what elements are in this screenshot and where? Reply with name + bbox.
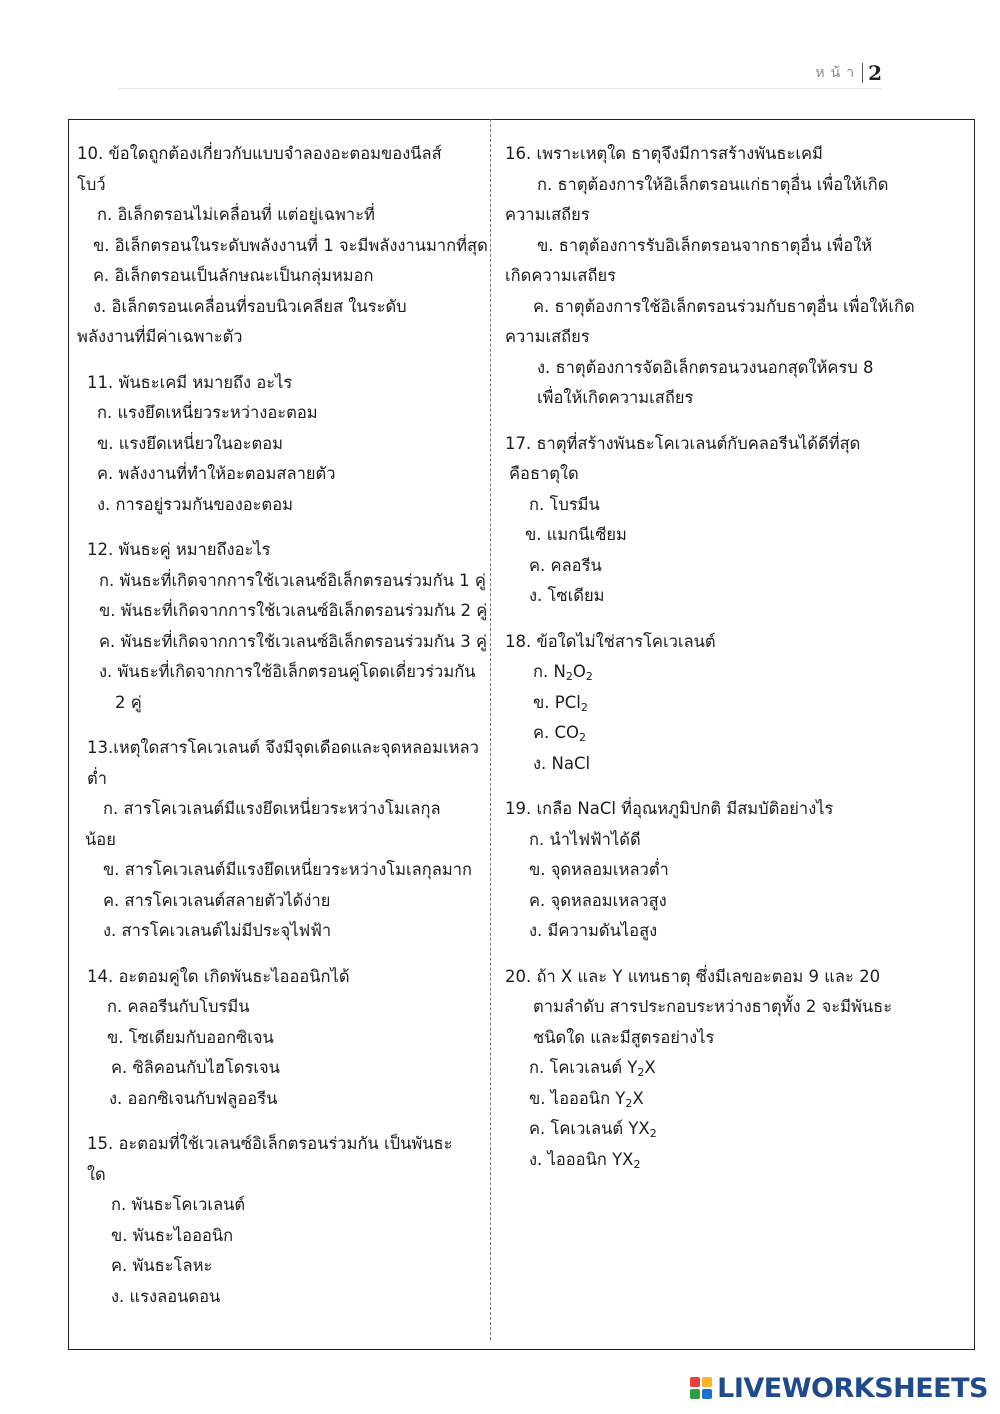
question-line: เกิดความเสถียร <box>505 266 617 285</box>
question-line: ค. ซิลิคอนกับไฮโดรเจน <box>111 1058 280 1077</box>
question-line: ง. พันธะที่เกิดจากการใช้อิเล็กตรอนคู่โดดเดี่ยวร่วมกัน <box>99 662 476 681</box>
question-text: 17. ธาตุที่สร้างพันธะโคเวเลนต์กับคลอรีนได้ดีที่สุด <box>505 433 861 453</box>
question-block <box>505 139 915 414</box>
question-line: ใด <box>87 1164 106 1184</box>
question-block <box>77 535 488 718</box>
question-line: ข. แรงยึดเหนี่ยวในอะตอม <box>97 433 284 453</box>
question-line: โบว์ <box>77 174 106 194</box>
question-line: ค. พันธะที่เกิดจากการใช้เวเลนซ์อิเล็กตรอนร่วมกัน 3 คู่ <box>99 631 487 651</box>
logo-cell <box>702 1377 712 1387</box>
question-line: ค. สารโคเวเลนต์สลายตัวได้ง่าย <box>103 890 331 910</box>
text-run: ค. โคเวเลนต์ YX <box>529 1119 650 1138</box>
question-line: ความเสถียร <box>505 205 590 224</box>
question-line: ข. อิเล็กตรอนในระดับพลังงานที่ 1 จะมีพลังงานมากที่สุด <box>93 235 488 255</box>
question-line: ค. อิเล็กตรอนเป็นลักษณะเป็นกลุ่มหมอก <box>93 266 374 285</box>
question-line: พลังงานที่มีค่าเฉพาะตัว <box>77 327 243 346</box>
text-run: ค. CO <box>533 723 580 742</box>
question-line: ข. จุดหลอมเหลวต่ำ <box>529 860 669 879</box>
page-label: หน้า <box>815 65 861 81</box>
question-line: ง. อิเล็กตรอนเคลื่อนที่รอบนิวเคลียส ในระดับ <box>93 296 407 316</box>
text-run: ข. PCl <box>533 692 581 712</box>
subscript: 2 <box>565 670 573 683</box>
question-text: 18. ข้อใดไม่ใช่สารโคเวเลนต์ <box>505 631 716 651</box>
question-line: เพื่อให้เกิดความเสถียร <box>537 388 694 407</box>
logo-cell <box>690 1377 700 1387</box>
text-run: X <box>644 1058 656 1077</box>
question-text: 11. พันธะเคมี หมายถึง อะไร <box>87 372 293 392</box>
question-line: ก. โบรมีน <box>529 494 600 514</box>
subscript: 2 <box>649 1127 657 1140</box>
page-header <box>815 58 882 88</box>
subscript: 2 <box>633 1157 641 1171</box>
question-line: 2 คู่ <box>115 692 142 712</box>
question-line: ก. คลอรีนกับโบรมีน <box>107 997 250 1016</box>
question-line: ค. พลังงานที่ทำให้อะตอมสลายตัว <box>97 464 336 483</box>
question-line: ง. NaCl <box>533 753 591 773</box>
question-line: ก. พันธะโคเวเลนต์ <box>111 1195 246 1214</box>
question-line: ง. การอยู่รวมกันของอะตอม <box>97 494 294 514</box>
right-column <box>505 139 915 1190</box>
question-block <box>505 962 905 1176</box>
question-line <box>505 1053 905 1084</box>
text-run: O <box>572 662 586 681</box>
question-block <box>77 1129 482 1312</box>
question-line: ค. พันธะโลหะ <box>111 1256 213 1275</box>
text-run: X <box>632 1088 644 1108</box>
question-block <box>77 733 482 947</box>
subscript: 2 <box>625 1096 633 1110</box>
question-line: ข. สารโคเวเลนต์มีแรงยึดเหนี่ยวระหว่างโมเลกุลมาก <box>103 860 472 879</box>
question-line: ก. แรงยึดเหนี่ยวระหว่างอะตอม <box>97 403 318 422</box>
header-rule <box>118 88 882 89</box>
question-line: ความเสถียร <box>505 327 590 346</box>
subscript: 2 <box>585 670 593 683</box>
logo-text: LIVEWORKSHEETS <box>717 1372 988 1404</box>
question-block <box>77 368 482 521</box>
question-line: ข. พันธะที่เกิดจากการใช้เวเลนซ์อิเล็กตรอนร่วมกัน 2 คู่ <box>99 601 488 620</box>
question-block <box>77 962 482 1115</box>
question-line <box>505 1114 905 1145</box>
question-line: ค. จุดหลอมเหลวสูง <box>529 890 667 910</box>
logo-cell <box>702 1389 712 1399</box>
question-line: ค. ธาตุต้องการใช้อิเล็กตรอนร่วมกับธาตุอื่น เพื่อให้เกิด <box>533 296 915 316</box>
question-line: ง. มีความดันไอสูง <box>529 921 658 940</box>
page-number-separator <box>862 63 863 83</box>
logo-cell <box>690 1389 700 1399</box>
subscript: 2 <box>580 700 588 714</box>
left-column <box>77 139 488 1327</box>
question-text: 13.เหตุใดสารโคเวเลนต์ จึงมีจุดเดือดและจุดหลอมเหลว <box>87 738 479 757</box>
question-line <box>505 718 905 749</box>
subscript: 2 <box>637 1066 645 1079</box>
question-line: ก. สารโคเวเลนต์มีแรงยึดเหนี่ยวระหว่างโมเลกุล <box>103 799 441 818</box>
question-line: ก. พันธะที่เกิดจากการใช้เวเลนซ์อิเล็กตรอนร่วมกัน 1 คู่ <box>99 570 486 590</box>
question-line: ง. ธาตุต้องการจัดอิเล็กตรอนวงนอกสุดให้ครบ 8 <box>537 357 874 377</box>
column-divider <box>490 119 491 1340</box>
question-line: ง. สารโคเวเลนต์ไม่มีประจุไฟฟ้า <box>103 921 332 940</box>
question-text: 10. ข้อใดถูกต้องเกี่ยวกับแบบจำลองอะตอมของนีลส์ <box>77 144 442 163</box>
question-line: ข. แมกนีเซียม <box>525 525 627 544</box>
text-run: ก. N <box>533 662 566 681</box>
text-run: ข. ไอออนิก Y <box>529 1088 626 1108</box>
question-line: ชนิดใด และมีสูตรอย่างไร <box>533 1027 715 1047</box>
question-text: 16. เพราะเหตุใด ธาตุจึงมีการสร้างพันธะเคมี <box>505 144 823 163</box>
question-line: ตามลำดับ สารประกอบระหว่างธาตุทั้ง 2 จะมีพันธะ <box>533 997 893 1016</box>
question-line: ง. ออกซิเจนกับฟลูออรีน <box>109 1088 278 1108</box>
logo-icon <box>690 1377 712 1399</box>
question-text: 14. อะตอมคู่ใด เกิดพันธะไอออนิกได้ <box>87 966 350 986</box>
question-line <box>505 688 905 719</box>
question-line: ข. โซเดียมกับออกซิเจน <box>107 1027 274 1047</box>
question-text: 20. ถ้า X และ Y แทนธาตุ ซึ่งมีเลขอะตอม 9 และ 20 <box>505 966 881 986</box>
question-block <box>77 139 488 353</box>
question-line <box>505 657 905 688</box>
question-line: ก. นำไฟฟ้าได้ดี <box>529 829 641 849</box>
question-line: ก. อิเล็กตรอนไม่เคลื่อนที่ แต่อยู่เฉพาะที่ <box>97 205 375 224</box>
text-run: ก. โคเวเลนต์ Y <box>529 1058 638 1077</box>
question-line: ค. คลอรีน <box>529 555 602 575</box>
liveworksheets-logo <box>690 1370 988 1406</box>
question-line: ต่ำ <box>87 768 107 788</box>
question-block <box>505 429 905 612</box>
subscript: 2 <box>579 731 587 744</box>
question-line: ข. ธาตุต้องการรับอิเล็กตรอนจากธาตุอื่น เพื่อให้ <box>537 235 873 255</box>
question-line: ง. แรงลอนดอน <box>111 1286 221 1306</box>
question-line <box>505 1084 905 1115</box>
page-number: 2 <box>868 61 882 85</box>
text-run: ง. ไอออนิก YX <box>529 1149 634 1169</box>
question-line: ก. ธาตุต้องการให้อิเล็กตรอนแก่ธาตุอื่น เพื่อให้เกิด <box>537 174 889 194</box>
question-line: ข. พันธะไอออนิก <box>111 1225 234 1245</box>
question-line: น้อย <box>85 829 116 849</box>
question-text: 19. เกลือ NaCl ที่อุณหภูมิปกติ มีสมบัติอย่างไร <box>505 799 834 818</box>
question-line <box>505 1145 905 1176</box>
question-block <box>505 794 905 947</box>
question-line: คือธาตุใด <box>509 464 579 483</box>
question-line: ง. โซเดียม <box>529 586 605 605</box>
question-text: 15. อะตอมที่ใช้เวเลนซ์อิเล็กตรอนร่วมกัน เป็นพันธะ <box>87 1134 453 1153</box>
question-block <box>505 627 905 780</box>
question-text: 12. พันธะคู่ หมายถึงอะไร <box>87 540 271 559</box>
